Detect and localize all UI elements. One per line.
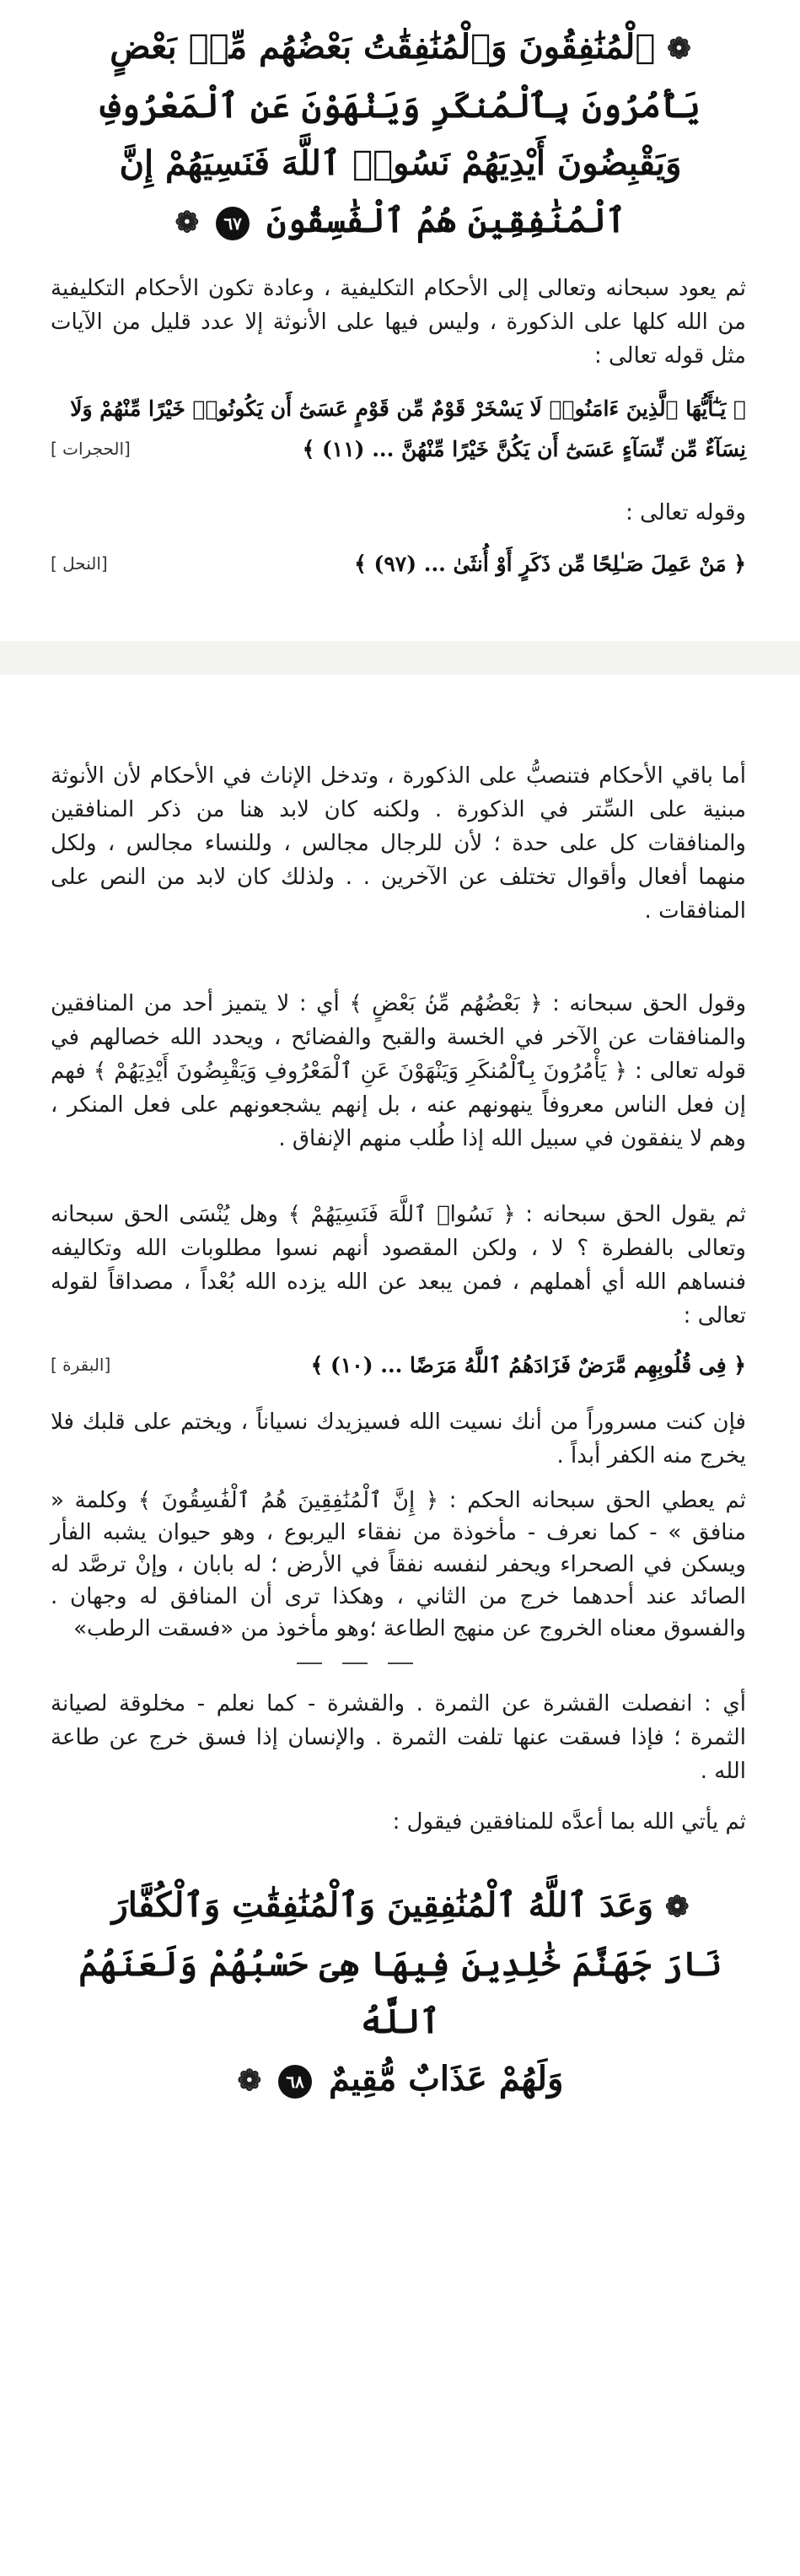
paragraph-4: وقول الحق سبحانه : ﴿ بَعْضُهُم مِّنۢ بَعْضٍ ﴾ أي : لا يتميز أحد من المنافقين والمنافقات عن الآخر في الخسة والقبح والفضائح ، ويحدد الله خصالهم في قوله تعالى : ﴿ يَأْمُرُونَ بِٱلْمُنكَرِ وَيَنْهَوْنَ عَنِ ٱلْمَعْرُوفِ وَيَقْبِضُونَ أَيْدِيَهُمْ ﴾ فهم إن فعل الناس معروفاً ينهونهم عنه ، بل إنهم يشجعونهم على فعل المنكر ، وهم لا ينفقون في سبيل الله إذا طُلب منهم الإنفاق .	[51, 991, 746, 1151]
verse-line-1: ❁ وَعَدَ ٱللَّهُ ٱلْمُنَٰفِقِينَ وَٱلْمُنَٰفِقَٰتِ وَٱلْكُفَّارَ	[111, 1885, 690, 1925]
scan-section-3	[0, 1666, 800, 2307]
quote-1-line-2: نِسَآءٌ مِّن نِّسَآءٍ عَسَىٰٓ أَن يَكُنَّ خَيْرًا مِّنْهُنَّ ... (١١) ﴾	[302, 437, 746, 461]
separator-dashes	[287, 1652, 455, 1657]
verse-line-3: وَلَهُمْ عَذَابٌ مُّقِيمٌ ٦٨ ❁	[237, 2059, 564, 2099]
page-bottom-blank	[0, 2307, 800, 2576]
paragraph-5: ثم يقول الحق سبحانه : ﴿ نَسُوا۟ ٱللَّهَ فَنَسِيَهُمْ ﴾ وهل يُنْسَى الحق سبحانه وتعالى بالفطرة ؟ لا ، ولكن المقصود أنهم نسوا مطلوبات الله وتكاليفه فنساهم الله أي أهملهم ، فمن يبعد عن الله يزده الله بُعْداً ، مصداقاً لقوله تعالى :	[51, 1202, 746, 1328]
scan-section-2	[0, 675, 800, 1645]
quote-1-ref: [الحجرات ]	[51, 439, 131, 459]
verse-line-2: يَأْمُرُونَ بِٱلْمُنكَرِ وَيَنْهَوْنَ عَنِ ٱلْمَعْرُوفِ	[100, 86, 701, 126]
ornament-icon: ❁	[174, 206, 200, 240]
verse-line-4: ٱلْمُنَٰفِقِينَ هُمُ ٱلْفَٰسِقُونَ ٦٧ ❁	[174, 201, 626, 240]
quote-2: ﴿ مَنْ عَمِلَ صَـٰلِحًا مِّن ذَكَرٍ أَوْ أُنثَىٰ ... (٩٧) ﴾	[354, 552, 746, 576]
ornament-icon: ❁	[665, 1890, 690, 1924]
paragraph-3: أما باقي الأحكام فتنصبُّ على الذكورة ، وتدخل الإناث في الأحكام لأن الأنوثة مبنية على السِّتر في الذكورة . ولكنه كان لابد هنا من ذكر المنافقين والمنافقات كل على حدة ؛ لأن للرجال مجالس ، وللنساء مجالس ، ولكل منهما أفعال وأقوال تختلف عن الآخرين . . ولذلك كان لابد من النص على المنافقات .	[51, 763, 746, 924]
scan-gap	[0, 641, 800, 675]
ayah-number-badge: ٦٧	[216, 207, 250, 240]
ornament-icon: ❁	[237, 2064, 262, 2098]
paragraph-7: ثم يعطي الحق سبحانه الحكم : ﴿ إِنَّ ٱلْمُنَٰفِقِينَ هُمُ ٱلْفَٰسِقُونَ ﴾ وكلمة « منافق » - كما نعرف - مأخوذة من نفقاء اليربوع ، وهو حيوان يشبه الفأر ويسكن في الصحراء ويحفر لنفسه نفقاً في الأرض ؛ له بابان ، وإنْ ترصَّد له الصائد عند أحدهما خرج من الثاني ، وهكذا ترى أن المنافق له وجهان . والفسوق معناه الخروج عن منهج الطاعة ؛وهو مأخوذ من «فسقت الرطب»	[51, 1488, 746, 1641]
quote-3: ﴿ فِى قُلُوبِهِم مَّرَضٌ فَزَادَهُمُ ٱللَّهُ مَرَضًا ... (١٠) ﴾	[310, 1353, 746, 1377]
verse-line-1: ❁ ٱلْمُنَٰفِقُونَ وَٱلْمُنَٰفِقَٰتُ بَعْضُهُم مِّنۢ بَعْضٍ	[110, 27, 691, 67]
quote-3-ref: [البقرة ]	[51, 1355, 111, 1375]
quote-2-ref: [النحل ]	[51, 553, 108, 574]
paragraph-9: ثم يأتي الله بما أعدَّه للمنافقين فيقول :	[392, 1809, 746, 1835]
verse-bottom	[76, 1877, 725, 2110]
paragraph-6: فإن كنت مسروراً من أنك نسيت الله فسيزيدك نسياناً ، ويختم على قلبك فلا يخرج منه الكفر أبداً .	[51, 1409, 746, 1469]
paragraph-1: ثم يعود سبحانه وتعالى إلى الأحكام التكليفية ، وعادة تكون الأحكام التكليفية من الله كلها على الذكورة ، وليس فيها على الأنوثة إلا عدد قليل من الآيات مثل قوله تعالى :	[51, 276, 746, 369]
ornament-icon: ❁	[667, 32, 691, 66]
verse-line-3: وَيَقْبِضُونَ أَيْدِيَهُمْ نَسُوا۟ ٱللَّهَ فَنَسِيَهُمْ إِنَّ	[119, 143, 682, 183]
ayah-number-badge: ٦٨	[278, 2065, 312, 2099]
quote-1-line-1: ﴿ يَـٰٓأَيُّهَا ٱلَّذِينَ ءَامَنُوا۟ لَا يَسْخَرْ قَوْمٌ مِّن قَوْمٍ عَسَىٰٓ أَن يَكُونُوا۟ خَيْرًا مِّنْهُمْ وَلَا	[70, 396, 746, 421]
scan-section-1	[0, 0, 800, 641]
paragraph-8: أي : انفصلت القشرة عن الثمرة . والقشرة - كما نعلم - مخلوقة لصيانة الثمرة ؛ فإذا فسقت عنها تلفت الثمرة . والإنسان إذا فسق خرج عن طاعة الله .	[51, 1691, 746, 1784]
paragraph-2: وقوله تعالى :	[626, 500, 746, 525]
verse-line-2: نَارَ جَهَنَّمَ خَٰلِدِينَ فِيهَا هِىَ حَسْبُهُمْ وَلَعَنَهُمُ ٱللَّهُ	[78, 1944, 722, 2041]
verse-top	[76, 19, 725, 251]
